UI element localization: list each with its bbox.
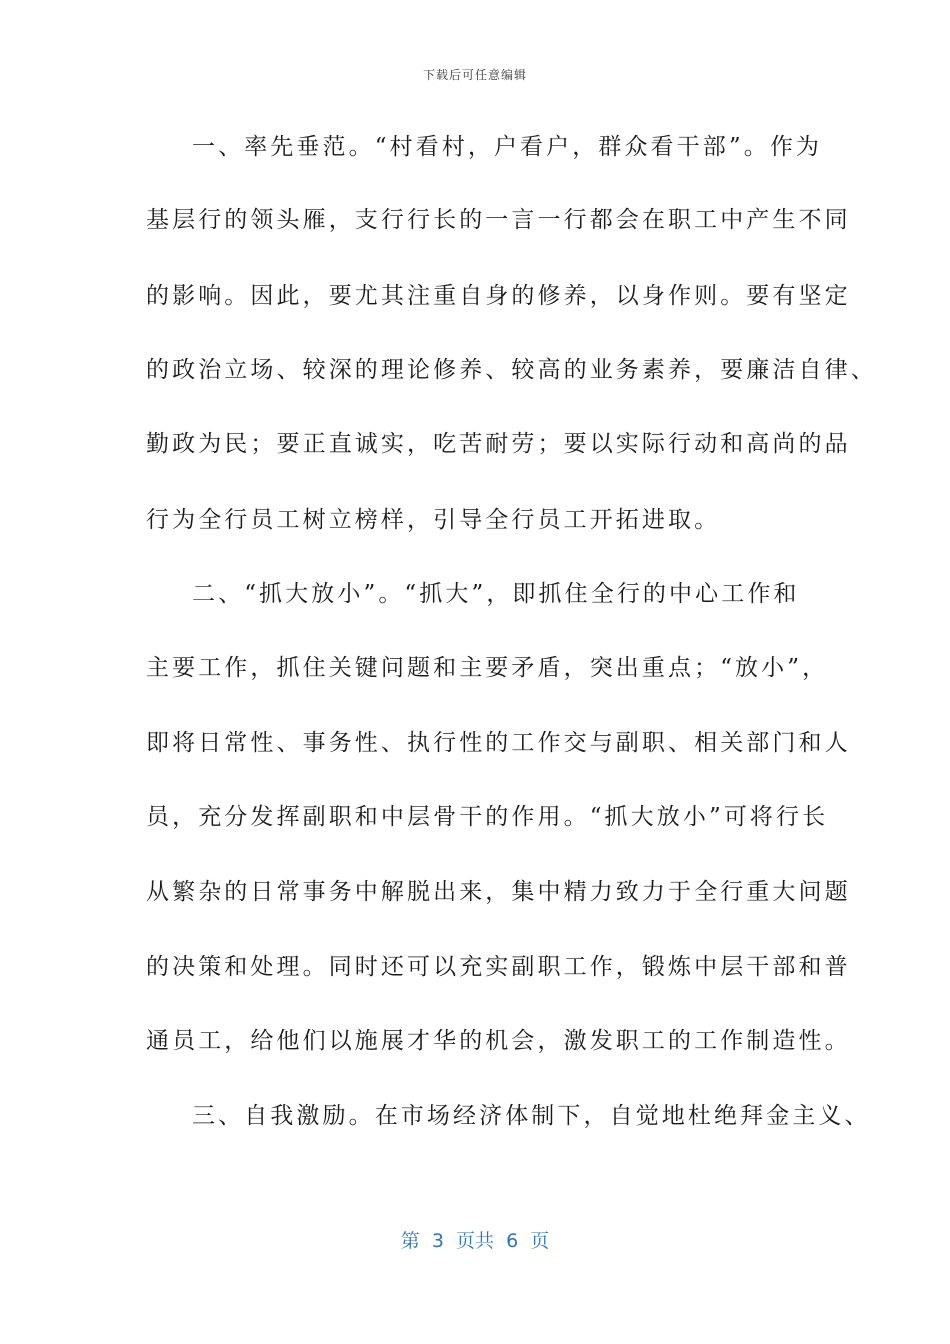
paragraph-1-line-2: 基层行的领头雁，支行行长的一言一行都会在职工中产生不同 <box>146 207 851 233</box>
paragraph-2-line-3: 即将日常性、事务性、执行性的工作交与副职、相关部门和人 <box>146 730 851 756</box>
paragraph-1-line-6: 行为全行员工树立榜样，引导全行员工开拓进取。 <box>146 507 721 533</box>
page-number: 第 3 页共 6 页 <box>400 1230 550 1252</box>
paragraph-2-line-5: 从繁杂的日常事务中解脱出来，集中精力致力于全行重大问题 <box>146 879 851 905</box>
paragraph-1-line-3: 的影响。因此，要尤其注重自身的修养，以身作则。要有坚定 <box>146 283 851 309</box>
paragraph-2-line-2: 主要工作，抓住关键问题和主要矛盾，突出重点；“放小”， <box>146 655 829 681</box>
paragraph-3-line-1: 三、自我激励。在市场经济体制下，自觉地杜绝拜金主义、 <box>192 1103 871 1129</box>
header-note: 下载后可任意编辑 <box>422 68 527 82</box>
paragraph-1-line-5: 勤政为民；要正直诚实，吃苦耐劳；要以实际行动和高尚的品 <box>146 431 851 457</box>
paragraph-2-line-7: 通员工，给他们以施展才华的机会，激发职工的工作制造性。 <box>146 1028 851 1054</box>
paragraph-2-line-4: 员，充分发挥副职和中层骨干的作用。“抓大放小”可将行长 <box>146 804 829 830</box>
paragraph-2-line-1: 二、“抓大放小”。“抓大”，即抓住全行的中心工作和 <box>192 581 800 607</box>
paragraph-1-line-1: 一、率先垂范。“村看村，户看户，群众看干部”。作为 <box>192 134 823 160</box>
paragraph-2-line-6: 的决策和处理。同时还可以充实副职工作，锻炼中层干部和普 <box>146 954 851 980</box>
paragraph-1-line-4: 的政治立场、较深的理论修养、较高的业务素养，要廉洁自律、 <box>146 357 877 383</box>
